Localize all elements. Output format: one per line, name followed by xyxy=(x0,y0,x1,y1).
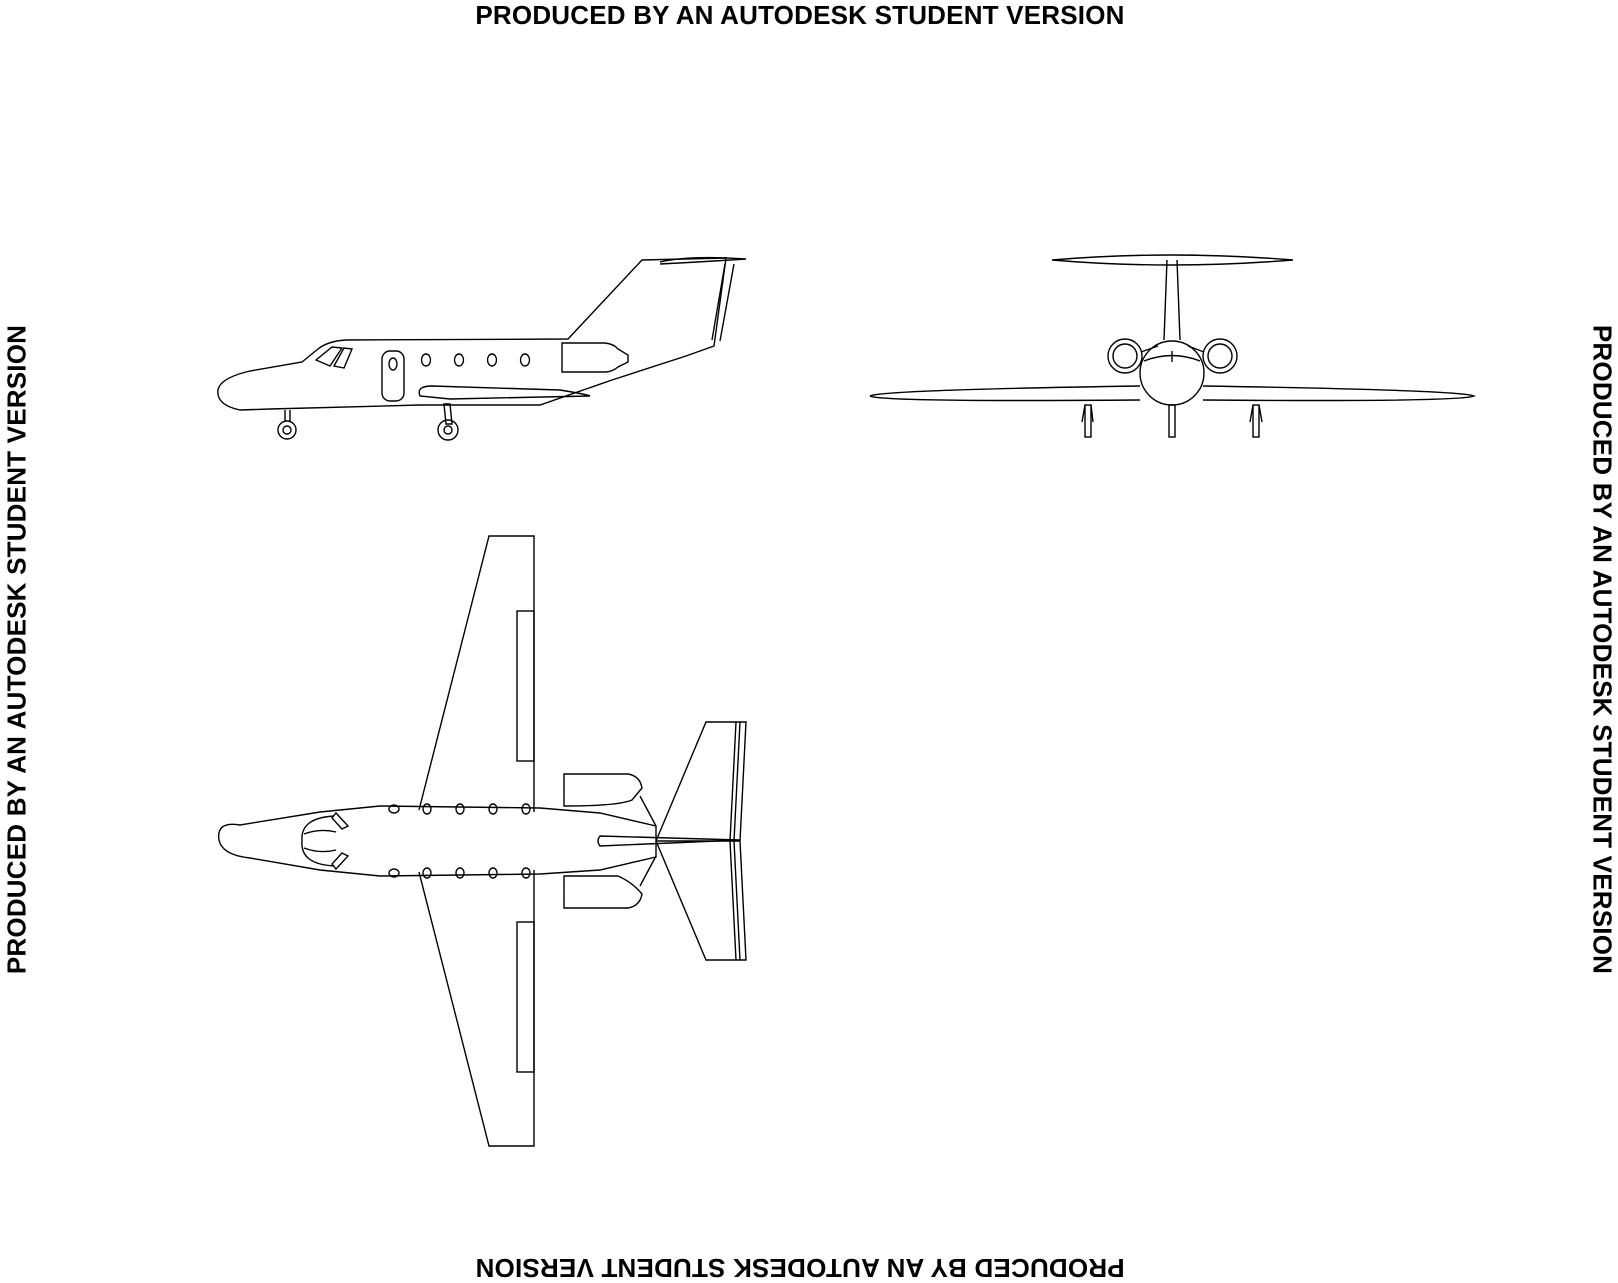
side-main-hub xyxy=(444,426,452,434)
side-engine xyxy=(562,343,628,372)
front-h-stabilizer xyxy=(1052,255,1293,265)
side-window xyxy=(455,354,464,366)
side-cockpit-window xyxy=(334,348,352,368)
side-door-window xyxy=(389,358,397,370)
top-window xyxy=(522,804,530,814)
watermark-right: PRODUCED BY AN AUTODESK STUDENT VERSION xyxy=(1587,324,1618,975)
side-fin-rudder xyxy=(712,264,734,341)
watermark-bottom: PRODUCED BY AN AUTODESK STUDENT VERSION xyxy=(475,1253,1125,1283)
top-window xyxy=(522,868,530,878)
top-elevator-right xyxy=(730,841,740,960)
side-nose-wheel xyxy=(278,421,296,439)
top-cockpit-window xyxy=(332,813,348,829)
watermark-left: PRODUCED BY AN AUTODESK STUDENT VERSION xyxy=(1,324,32,975)
side-nose-gear xyxy=(285,410,290,422)
side-windshield xyxy=(316,347,342,366)
front-v-fin xyxy=(1164,260,1180,340)
top-window xyxy=(456,804,464,814)
front-engine-right-inner xyxy=(1208,344,1232,368)
top-window xyxy=(423,868,431,878)
front-windshield xyxy=(1144,351,1200,362)
top-canopy xyxy=(302,816,336,866)
top-window xyxy=(456,868,464,878)
watermark-top: PRODUCED BY AN AUTODESK STUDENT VERSION xyxy=(475,0,1125,30)
top-window xyxy=(489,804,497,814)
top-cockpit-window xyxy=(332,853,348,869)
side-wing xyxy=(419,386,590,399)
front-left-wheel xyxy=(1085,405,1091,437)
top-window xyxy=(423,804,431,814)
top-elevator-left xyxy=(730,722,740,841)
front-view xyxy=(870,255,1474,437)
front-right-gear xyxy=(1250,405,1262,422)
top-engine-left xyxy=(564,774,642,806)
top-fuselage xyxy=(219,806,656,876)
front-wing xyxy=(870,386,1474,401)
side-nose-hub xyxy=(283,426,291,434)
front-engine-left-inner xyxy=(1113,344,1137,368)
top-engine-pylon-left xyxy=(640,796,656,826)
front-nose-wheel xyxy=(1169,405,1175,437)
side-window xyxy=(422,354,431,366)
top-flap-right xyxy=(517,922,534,1072)
front-right-wheel xyxy=(1253,405,1259,437)
top-flap-left xyxy=(517,611,534,761)
side-view xyxy=(218,258,746,440)
side-main-wheel xyxy=(438,420,458,440)
top-view xyxy=(219,536,746,1146)
top-engine-right xyxy=(564,876,642,908)
top-window xyxy=(489,868,497,878)
side-window xyxy=(488,354,497,366)
front-fuselage xyxy=(1140,341,1204,405)
side-window xyxy=(521,354,530,366)
